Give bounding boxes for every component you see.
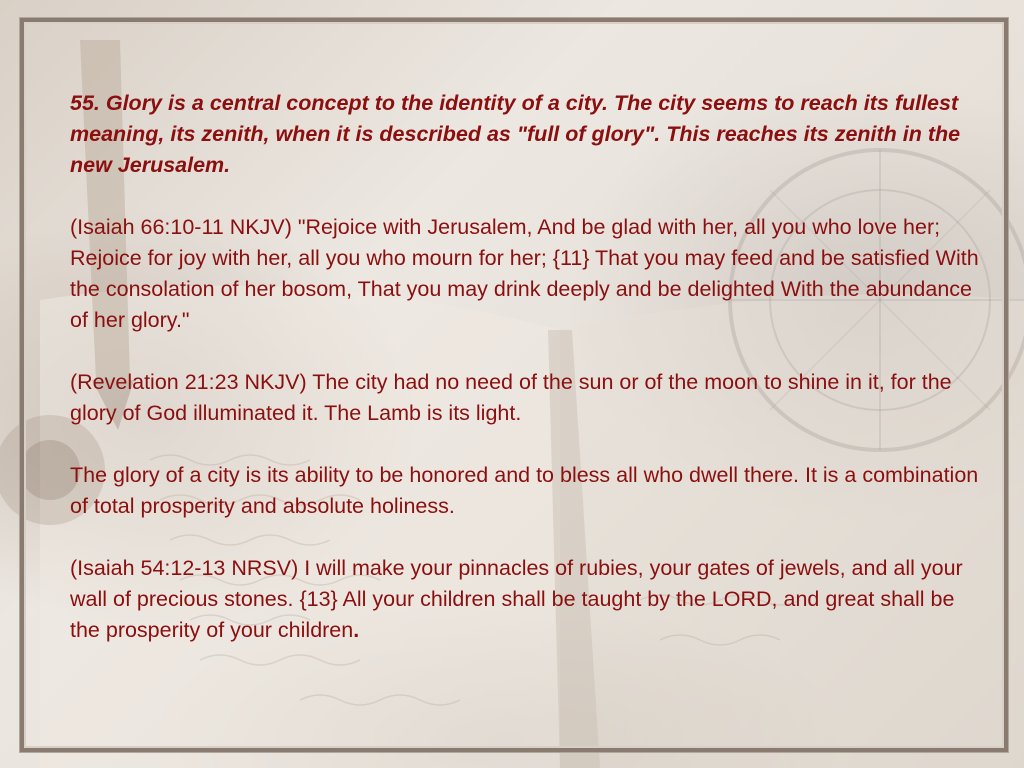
paragraph-isaiah-54-text: (Isaiah 54:12-13 NRSV) I will make your pinnacles of rubies, your gates of jewels, and all your wall of precious stones. {13} All your children shall be taught by the LORD, and great shall be the prosperity of your children [70,556,963,642]
paragraph-revelation-21: (Revelation 21:23 NKJV) The city had no need of the sun or of the moon to shine in it, for the glory of God illuminated it. The Lamb is its light. [70,370,952,425]
slide-text-content [70,88,980,677]
paragraph-isaiah-54-end: . [353,618,360,642]
paragraph-isaiah-66: (Isaiah 66:10-11 NKJV) "Rejoice with Jerusalem, And be glad with her, all you who love her; Rejoice for joy with her, all you who mourn for her; {11} That you may feed and be satisfied With the consolation of her bosom, That you may drink deeply and be delighted With the abundance of her glory." [70,215,979,332]
slide-heading: 55. Glory is a central concept to the identity of a city. The city seems to reach its fullest meaning, its zenith, when it is described as "full of glory". This reaches its zenith in the new Jerusalem. [70,91,961,177]
paragraph-isaiah-54 [70,553,980,646]
paragraph-glory-of-city: The glory of a city is its ability to be honored and to bless all who dwell there. It is a combination of total prosperity and absolute holiness. [70,463,979,518]
